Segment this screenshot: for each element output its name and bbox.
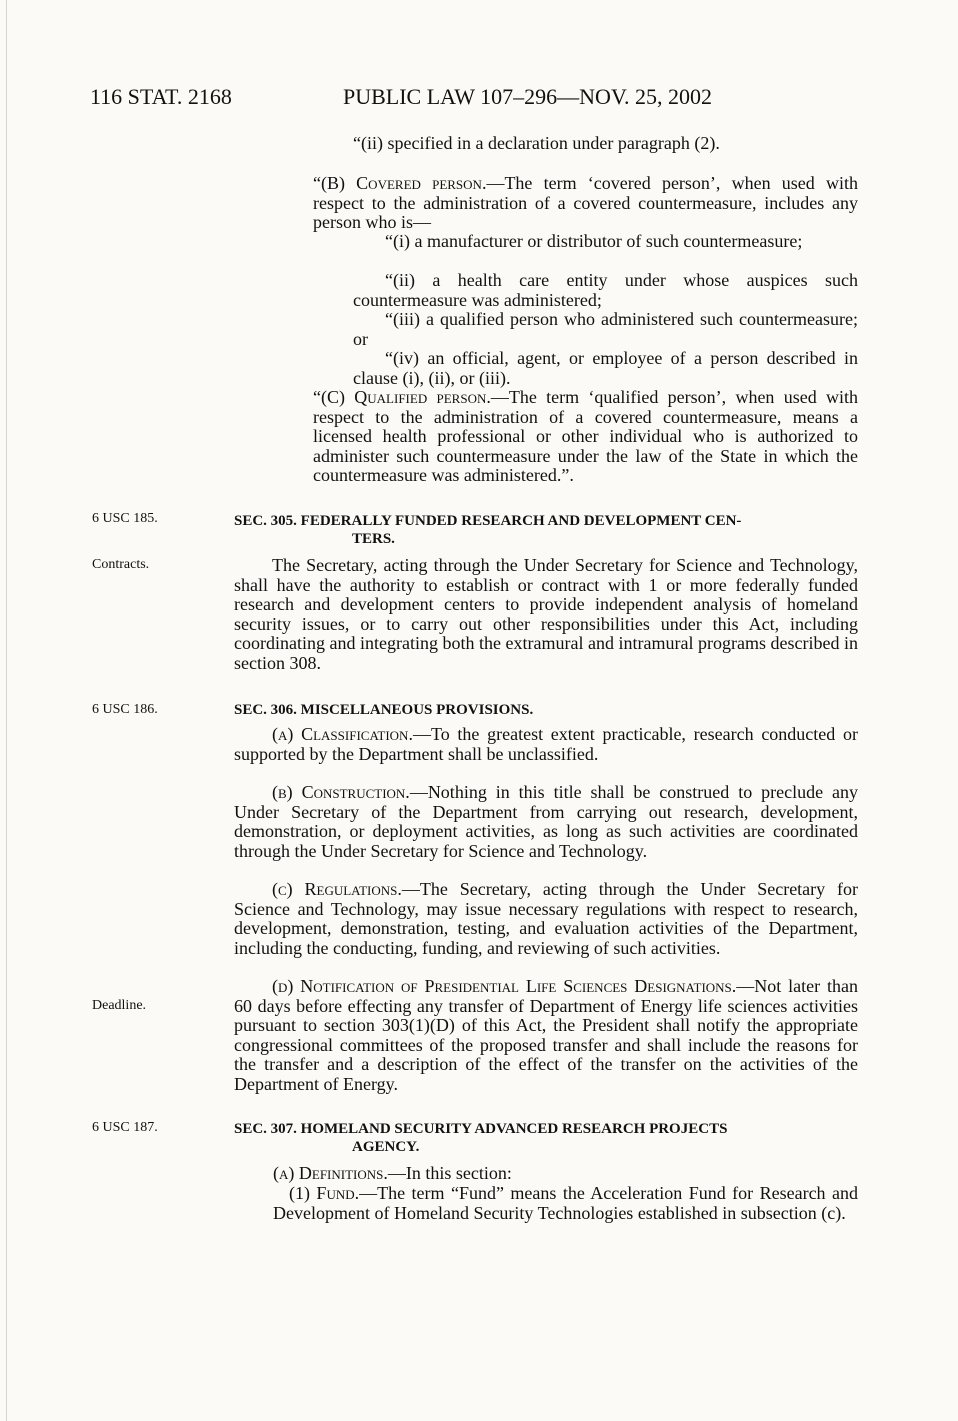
- clause-iii-qualified-person: “(iii) a qualified person who administered such countermeasure; or: [353, 309, 858, 349]
- page-edge: [6, 0, 7, 1421]
- definitions-label: (a) Definitions.: [273, 1163, 388, 1183]
- subpara-b-label: “(B) Covered person.: [313, 173, 487, 193]
- fund-label: (1) Fund.: [289, 1183, 360, 1203]
- fund-text: —The term “Fund” means the Acceleration Fund for Research and Development of Homeland Security Technologies established in subsection (c).: [273, 1183, 858, 1223]
- clause-ii-declaration: “(ii) specified in a declaration under paragraph (2).: [353, 133, 720, 153]
- section-305-heading-cont: TERS.: [352, 531, 395, 547]
- subpara-b-covered-person: [313, 174, 858, 233]
- section-307-heading: SEC. 307. HOMELAND SECURITY ADVANCED RESEARCH PROJECTS: [234, 1121, 728, 1137]
- margin-note-usc185: 6 USC 185.: [92, 511, 158, 526]
- public-law-title: PUBLIC LAW 107–296—NOV. 25, 2002: [343, 84, 712, 109]
- section-305-text: The Secretary, acting through the Under Secretary for Science and Technology, shall have the authority to establish or contract with 1 or more federally funded research and development centers to provide independent analysis of homeland security issues, or to carry out other responsibilities under this Act, including coordinating and integrating both the extramural and intramural programs described in section 308.: [234, 555, 858, 673]
- subsec-a-definitions: [273, 1164, 858, 1184]
- subsec-d-label: (d) Notification of Presidential Life Sciences Designations.: [272, 976, 737, 996]
- subpara-c-text: —The term ‘qualified person’, when used with respect to the administration of a covered countermeasure, means a licensed health professional or other individual who is authorized to administer such countermeasure under the law of the State in which the countermeasure was administered.”.: [313, 387, 859, 485]
- section-305-heading: SEC. 305. FEDERALLY FUNDED RESEARCH AND DEVELOPMENT CEN-: [234, 513, 742, 529]
- subsec-b-text: —Nothing in this title shall be construed to preclude any Under Secretary of the Department from carrying out research, development, demonstration, or deployment activities, as long as such activities are coordinated through the Under Secretary for Science and Technology.: [234, 782, 859, 861]
- clause-iv-official: “(iv) an official, agent, or employee of a person described in clause (i), (ii), or (iii).: [353, 348, 858, 388]
- subpara-c-label: “(C) Qualified person.: [313, 387, 491, 407]
- margin-note-deadline: Deadline.: [92, 998, 147, 1013]
- subpara-c-qualified-person: [313, 388, 858, 486]
- stat-page-number: 116 STAT. 2168: [90, 84, 232, 109]
- subsec-d-text: —Not later than 60 days before effecting any transfer of Department of Energy life sciences activities pursuant to section 303(1)(D) of this Act, the President shall notify the appropriate congressional committees of the proposed transfer and shall include the reasons for the transfer and a description of the effect of the transfer on the activities of the Department of Energy.: [234, 976, 858, 1094]
- subsec-a-label: (a) Classification.: [272, 724, 413, 744]
- margin-note-usc186: 6 USC 186.: [92, 702, 158, 717]
- subsec-c-text: —The Secretary, acting through the Under Secretary for Science and Technology, may issue necessary regulations with respect to research, development, demonstration, testing, and evaluation activities of the Department, including the conducting, funding, and reviewing of such activities.: [234, 879, 859, 958]
- section-306-heading: SEC. 306. MISCELLANEOUS PROVISIONS.: [234, 702, 534, 718]
- margin-note-usc187: 6 USC 187.: [92, 1120, 158, 1135]
- clause-i-manufacturer: “(i) a manufacturer or distributor of such countermeasure;: [385, 231, 803, 251]
- subsec-b-construction: [234, 783, 858, 861]
- subsec-a-text: —To the greatest extent practicable, research conducted or supported by the Department shall be unclassified.: [234, 724, 858, 764]
- subsec-c-regulations: [234, 880, 858, 958]
- para-1-fund: [273, 1184, 858, 1223]
- subsec-c-label: (c) Regulations.: [272, 879, 402, 899]
- subsec-b-label: (b) Construction.: [272, 782, 410, 802]
- subpara-b-text: —The term ‘covered person’, when used with respect to the administration of a covered countermeasure, includes any person who is—: [313, 173, 858, 232]
- subsec-d-notification: [234, 977, 858, 1094]
- clause-ii-health-entity: “(ii) a health care entity under whose auspices such countermeasure was administered;: [353, 270, 858, 310]
- section-307-heading-cont: AGENCY.: [352, 1139, 420, 1155]
- margin-note-contracts: Contracts.: [92, 557, 150, 572]
- subsec-a-classification: [234, 725, 858, 764]
- definitions-text: —In this section:: [387, 1163, 512, 1183]
